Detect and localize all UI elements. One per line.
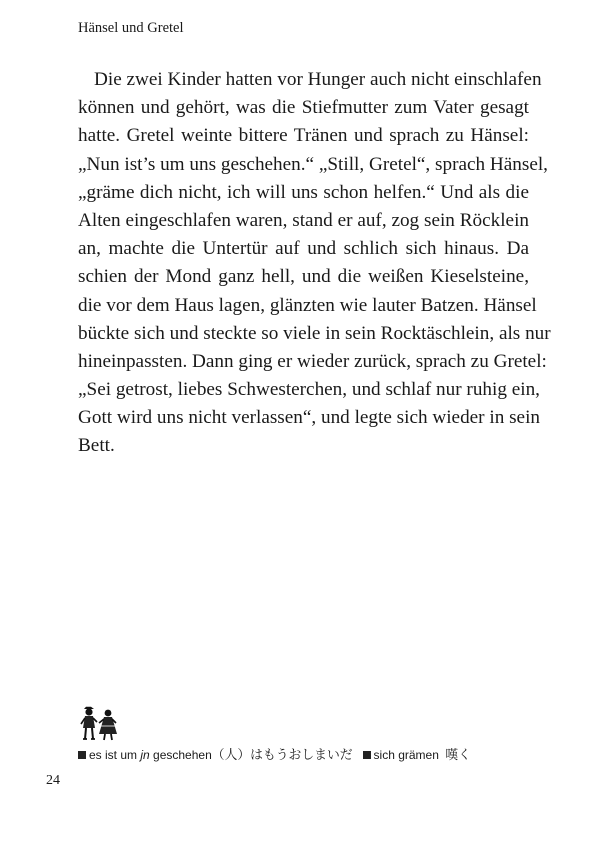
vocab-term: sich grämen [373,748,439,762]
text-line: „Sei getrost, liebes Schwesterchen, und schlaf nur ruhig ein, [78,379,540,401]
square-bullet-icon [363,751,371,759]
text-line: Alten eingeschlafen waren, stand er auf, zog sein Röcklein [78,209,529,231]
text-line: Gott wird uns nicht verlassen“, und legte sich wieder in sein [78,407,540,429]
vocab-term: es ist um jn geschehen [89,748,212,762]
vocabulary-notes [78,744,471,763]
text-line: an, machte die Untertür auf und schlich sich hinaus. Da [78,238,529,260]
story-paragraph [78,66,551,461]
vocab-meaning: 嘆く [445,748,471,762]
text-line: hatte. Gretel weinte bittere Tränen und sprach zu Hänsel: [78,125,529,147]
running-head: Hänsel und Gretel [78,20,184,36]
text-line: schien der Mond ganz hell, und die weißen Kieselsteine, [78,266,529,288]
vocab-meaning: （人）はもうおしまいだ [211,748,353,762]
text-line: „gräme dich nicht, ich will uns schon helfen.“ Und als die [78,181,529,203]
page-number: 24 [46,773,60,788]
square-bullet-icon [78,751,86,759]
text-line: können und gehört, was die Stiefmutter zum Vater gesagt [78,97,529,119]
two-children-figures-icon [78,706,122,742]
text-line: „Nun ist’s um uns geschehen.“ „Still, Gretel“, sprach Hänsel, [78,153,548,175]
text-line: Bett. [78,435,115,457]
text-line: hineinpassten. Dann ging er wieder zurück, sprach zu Gretel: [78,350,547,372]
text-line: Die zwei Kinder hatten vor Hunger auch nicht einschlafen [94,69,542,90]
text-line: bückte sich und steckte so viele in sein Rocktäschlein, als nur [78,322,551,344]
text-line: die vor dem Haus lagen, glänzten wie lauter Batzen. Hänsel [78,294,537,316]
